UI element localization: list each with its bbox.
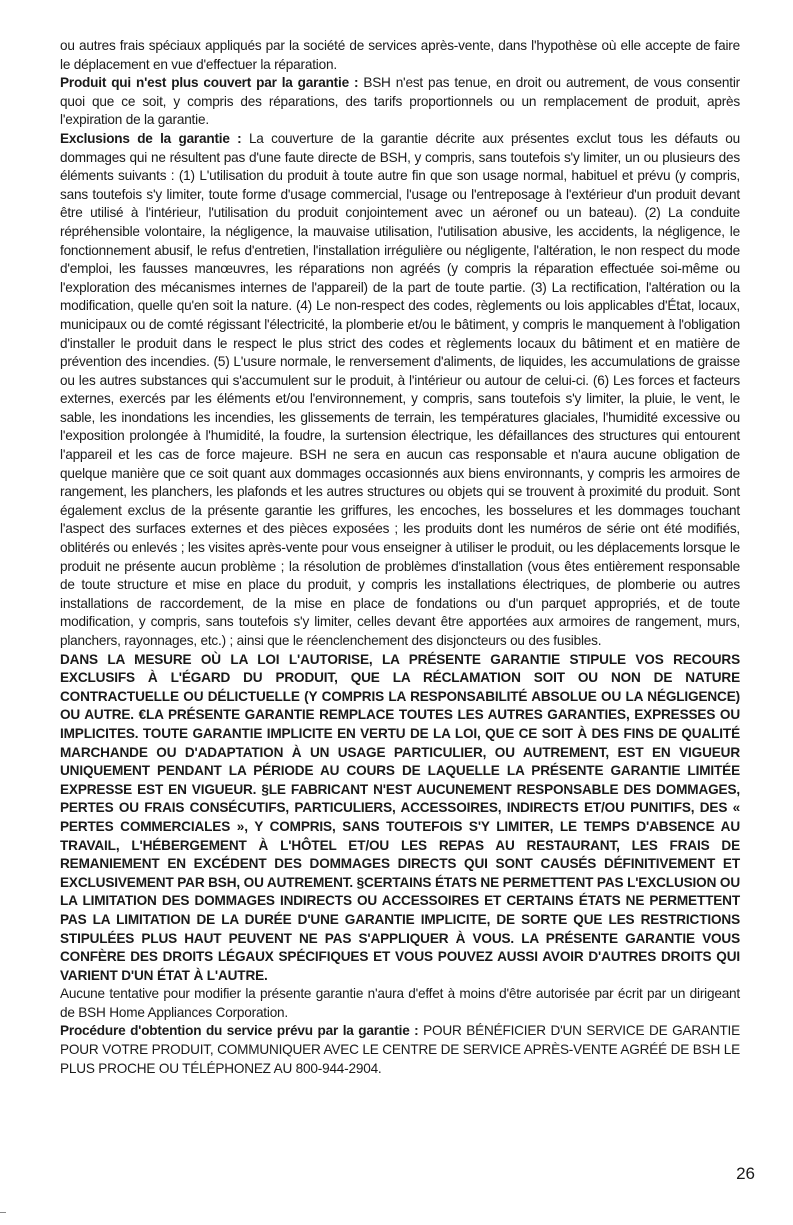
- heading-warranty-exclusions: Exclusions de la garantie :: [60, 130, 242, 146]
- paragraph-obtaining-service: [60, 1022, 740, 1078]
- paragraph-legal-disclaimer: DANS LA MESURE OÙ LA LOI L'AUTORISE, LA PRÉSENTE GARANTIE STIPULE VOS RECOURS EXCLUSIFS À L'ÉGARD DU PRODUIT, QUE LA RÉCLAMATION SOIT OU NON DE NATURE CONTRACTUELLE OU DÉLICTUELLE (Y COMPRIS LA RESPONSABILITÉ ABSOLUE OU LA NÉGLIGENCE) OU AUTRE. €LA PRÉSENTE GARANTIE REMPLACE TOUTES LES AUTRES GARANTIES, EXPRESSES OU IMPLICITES. TOUTE GARANTIE IMPLICITE EN VERTU DE LA LOI, QUE CE SOIT À DES FINS DE QUALITÉ MARCHANDE OU D'ADAPTATION À UN USAGE PARTICULIER, OU AUTREMENT, EST EN VIGUEUR UNIQUEMENT PENDANT LA PÉRIODE AU COURS DE LAQUELLE LA PRÉSENTE GARANTIE LIMITÉE EXPRESSE EST EN VIGUEUR. §LE FABRICANT N'EST AUCUNEMENT RESPONSABLE DES DOMMAGES, PERTES OU FRAIS CONSÉCUTIFS, PARTICULIERS, ACCESSOIRES, INDIRECTS ET/OU PUNITIFS, DES « PERTES COMMERCIALES », Y COMPRIS, SANS TOUTEFOIS S'Y LIMITER, LE TEMPS D'ABSENCE AU TRAVAIL, L'HÉBERGEMENT À L'HÔTEL ET/OU LES REPAS AU RESTAURANT, LES FRAIS DE REMANIEMENT EN EXCÉDENT DES DOMMAGES DIRECTS QUI SONT CAUSÉS DÉFINITIVEMENT ET EXCLUSIVEMENT PAR BSH, OU AUTREMENT. §CERTAINS ÉTATS NE PERMETTENT PAS L'EXCLUSION OU LA LIMITATION DES DOMMAGES INDIRECTS OU ACCESSOIRES ET CERTAINS ÉTATS NE PERMETTENT PAS LA LIMITATION DE LA DURÉE D'UNE GARANTIE IMPLICITE, DE SORTE QUE LES RESTRICTIONS STIPULÉES PLUS HAUT PEUVENT NE PAS S'APPLIQUER À VOUS. LA PRÉSENTE GARANTIE VOUS CONFÈRE DES DROITS LÉGAUX SPÉCIFIQUES ET VOUS POUVEZ AUSSI AVOIR D'AUTRES DROITS QUI VARIENT D'UN ÉTAT À L'AUTRE.: [60, 651, 740, 983]
- text-product-no-longer-covered: BSH n'est pas tenue, en droit ou autrement, de vous consentir quoi que ce soit, y compris des réparations, des tarifs proportionnels ou un remplacement de produit, après l'expiration de la garantie.: [60, 75, 740, 128]
- crop-mark: [0, 1212, 6, 1213]
- heading-obtaining-service: Procédure d'obtention du service prévu par la garantie :: [60, 1023, 419, 1039]
- paragraph-warranty-exclusions: [60, 130, 740, 651]
- paragraph-product-no-longer-covered: [60, 74, 740, 130]
- page-body: [60, 37, 740, 1078]
- text-warranty-exclusions: La couverture de la garantie décrite aux présentes exclut tous les défauts ou dommages qui ne résultent pas d'une faute directe de BSH, y compris, sans toutefois s'y limiter, un ou plusieurs des éléments suivants : (1) L'utilisation du produit à toute autre fin que son usage normal, habituel et prévu (y compris, sans toutefois s'y limiter, toute forme d'usage commercial, l'usage ou l'entreposage à l'extérieur d'un produit devant être utilisé à l'intérieur, l'utilisation du produit conjointement avec un aéronef ou un bateau). (2) La conduite répréhensible volontaire, la négligence, la mauvaise utilisation, l'utilisation abusive, les accidents, la négligence, le fonctionnement abusif, le refus d'entretien, l'installation irrégulière ou négligente, l'altération, le non respect du mode d'emploi, les fausses manœuvres, les réparations non agréés (y compris la réparation effectuée soi-même ou l'exploration des mécanismes internes de l'appareil) de la part de toute partie. (3) La rectification, l'altération ou la modification, quelle qu'en soit la nature. (4) Le non-respect des codes, règlements ou lois applicables d'État, locaux, municipaux ou de comté régissant l'électricité, la plomberie et/ou le bâtiment, y compris le manquement à l'obligation d'installer le produit dans le respect le plus strict des codes et règlements locaux du bâtiment et en matière de prévention des incendies. (5) L'usure normale, le renversement d'aliments, de liquides, les accumulations de graisse ou les autres substances qui s'accumulent sur le produit, à l'intérieur ou autour de celui-ci. (6) Les forces et facteurs externes, exercés par les éléments et/ou l'environnement, y compris, sans toutefois s'y limiter, la pluie, le vent, le sable, les inondations les incendies, les glissements de terrain, les températures glaciales, l'humidité excessive ou l'exposition prolongée à l'humidité, la foudre, la surtension électrique, les défaillances des structures qui entourent l'appareil et les cas de force majeure. BSH ne sera en aucun cas responsable et n'aura aucune obligation de quelque manière que ce soit quant aux dommages occasionnés aux biens environnants, y compris les armoires de rangement, les planchers, les plafonds et les autres structures ou objets qui se trouvent à proximité du produit. Sont également exclus de la présente garantie les griffures, les encoches, les bosselures et les dommages touchant l'aspect des surfaces externes et des pièces exposées ; les produits dont les numéros de série ont été modifiés, oblitérés ou enlevés ; les visites après-vente pour vous enseigner à utiliser le produit, ou les déplacements lorsque le produit ne présente aucun problème ; la résolution de problèmes d'installation (vous êtes entièrement responsable de toute structure et mise en place du produit, y compris les installations électriques, de plomberie ou autres installations de raccordement, de la mise en place de fondations ou d'un parquet appropriés, et de toute modification, y compris, sans toutefois s'y limiter, celles devant être apportées aux armoires de rangement, murs, planchers, rayonnages, etc.) ; ainsi que le réenclenchement des disjoncteurs ou des fusibles.: [60, 130, 740, 648]
- heading-product-no-longer-covered: Produit qui n'est plus couvert par la garantie :: [60, 75, 359, 91]
- text-obtaining-service: POUR BÉNÉFICIER D'UN SERVICE DE GARANTIE POUR VOTRE PRODUIT, COMMUNIQUER AVEC LE CENTRE DE SERVICE APRÈS-VENTE AGRÉÉ DE BSH LE PLUS PROCHE OU TÉLÉPHONEZ AU 800-944-2904.: [60, 1023, 740, 1076]
- paragraph-modification-notice: Aucune tentative pour modifier la présente garantie n'aura d'effet à moins d'être autorisée par écrit par un dirigeant de BSH Home Appliances Corporation.: [60, 986, 740, 1020]
- page-number: 26: [736, 1164, 755, 1183]
- paragraph-service-fees: ou autres frais spéciaux appliqués par la société de services après-vente, dans l'hypothèse où elle accepte de faire le déplacement en vue d'effectuer la réparation.: [60, 38, 740, 72]
